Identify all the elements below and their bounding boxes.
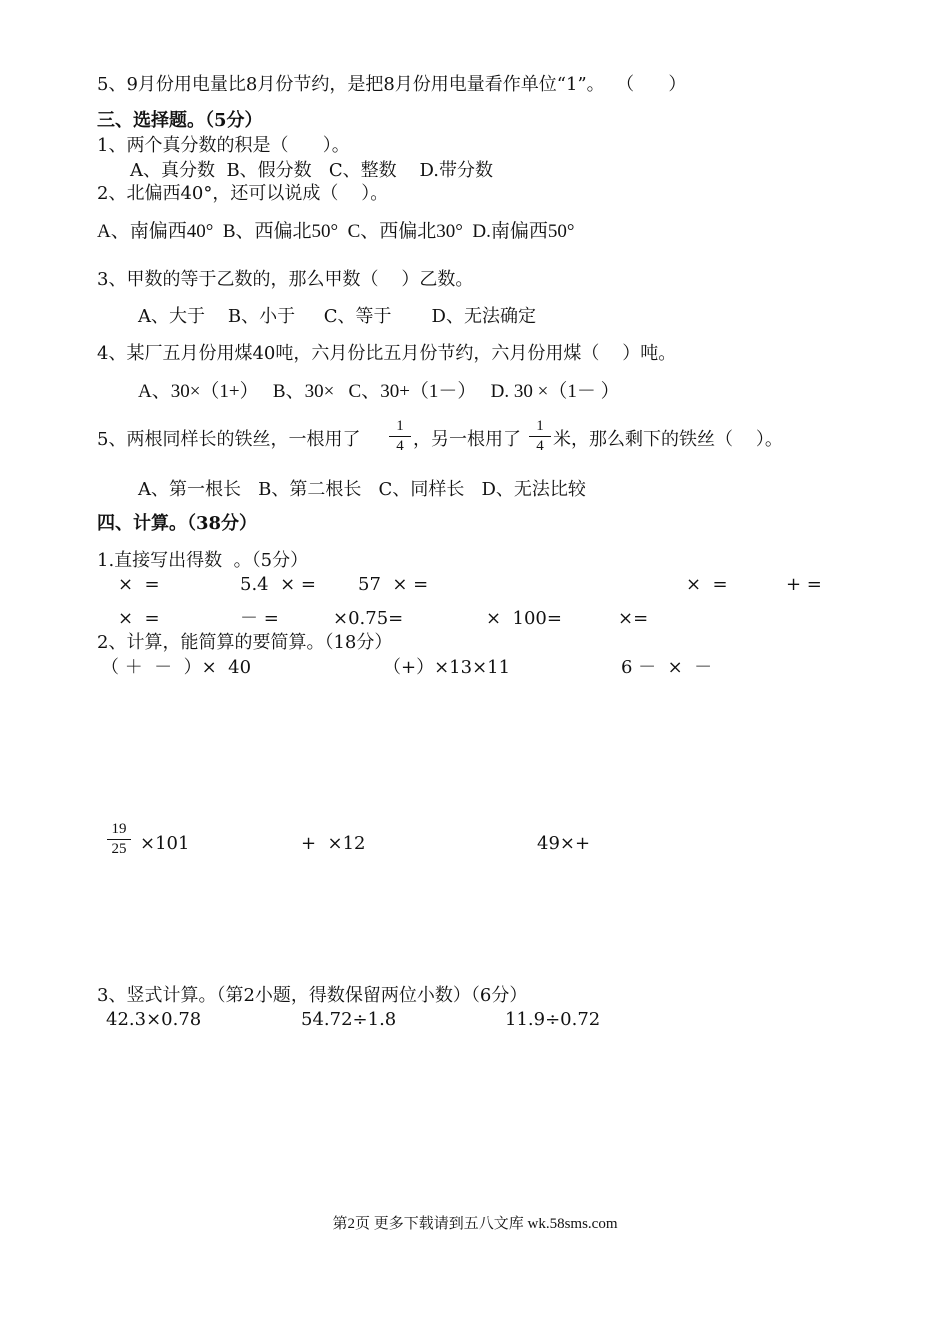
question-5-part-b: ，另一根用了	[413, 429, 521, 450]
fraction-one-quarter-meter	[529, 418, 551, 455]
question-5-part-c: 米，那么剩下的铁丝（ ）。	[553, 429, 783, 450]
question-1-options: A、真分数 B、假分数 C、整数 D.带分数	[130, 160, 494, 181]
oral-calc-2: 5.4 × =	[240, 574, 316, 595]
calc-expression-4: ×101	[140, 833, 190, 854]
question-4: 4、某厂五月份用煤40吨，六月份比五月份节约，六月份用煤（ ）吨。	[97, 343, 677, 364]
calc-expression-5: + ×12	[301, 833, 366, 854]
question-3: 3、甲数的等于乙数的，那么甲数（ ）乙数。	[97, 269, 474, 290]
question-5-options: A、第一根长 B、第二根长 C、同样长 D、无法比较	[138, 479, 586, 500]
calc-expression-1: （ ＋ － ）× 40	[101, 657, 252, 678]
oral-calc-6: × =	[118, 608, 160, 629]
section-3-heading: 三、选择题。（5分）	[97, 110, 263, 131]
fraction-denominator: 25	[111, 841, 127, 857]
fraction-19-25	[107, 821, 131, 858]
vertical-calc-1: 42.3×0.78	[106, 1009, 202, 1030]
subsection-1-heading: 1.直接写出得数 。（5分）	[97, 550, 309, 571]
oral-calc-4: × =	[686, 574, 728, 595]
question-4-options: A、30×（1+） B、30× C、30+（1－） D. 30 ×（1－ ）	[138, 381, 620, 402]
section-4-heading: 四、计算。（38分）	[97, 513, 258, 534]
fraction-denominator: 4	[396, 438, 404, 454]
fraction-numerator: 19	[111, 821, 127, 837]
oral-calc-9: × 100=	[486, 608, 562, 629]
question-3-options: A、大于 B、小于 C、等于 D、无法确定	[138, 306, 536, 327]
subsection-2-heading: 2、计算，能简算的要简算。（18分）	[97, 632, 393, 653]
calc-expression-6: 49×+	[537, 833, 591, 854]
fraction-bar	[107, 839, 131, 840]
calc-expression-3: 6 － × －	[621, 657, 713, 678]
page-footer: 第2页 更多下载请到五八文库 wk.58sms.com	[332, 1216, 618, 1232]
subsection-3-heading: 3、竖式计算。（第2小题，得数保留两位小数）（6分）	[97, 985, 528, 1006]
question-2-options: A、南偏西40° B、西偏北50° C、西偏北30° D.南偏西50°	[97, 221, 575, 242]
calc-expression-2: （+）×13×11	[383, 657, 511, 678]
vertical-calc-3: 11.9÷0.72	[505, 1009, 601, 1030]
fraction-bar	[389, 436, 411, 437]
judgment-item-5: 5、9月份用电量比8月份节约，是把8月份用电量看作单位“1”。 （ ）	[97, 74, 687, 95]
oral-calc-8: ×0.75=	[333, 608, 404, 629]
question-5-part-a: 5、两根同样长的铁丝，一根用了	[97, 429, 361, 450]
fraction-denominator: 4	[536, 438, 544, 454]
oral-calc-3: 57 × =	[358, 574, 429, 595]
fraction-numerator: 1	[536, 418, 544, 434]
oral-calc-5: + =	[786, 574, 822, 595]
oral-calc-1: × =	[118, 574, 160, 595]
vertical-calc-2: 54.72÷1.8	[301, 1009, 397, 1030]
question-1: 1、两个真分数的积是（ ）。	[97, 135, 350, 156]
question-2: 2、北偏西40°，还可以说成（ ）。	[97, 183, 389, 204]
fraction-numerator: 1	[396, 418, 404, 434]
fraction-bar	[529, 436, 551, 437]
oral-calc-7: － =	[240, 608, 279, 629]
oral-calc-10: ×=	[618, 608, 649, 629]
fraction-one-quarter	[389, 418, 411, 455]
